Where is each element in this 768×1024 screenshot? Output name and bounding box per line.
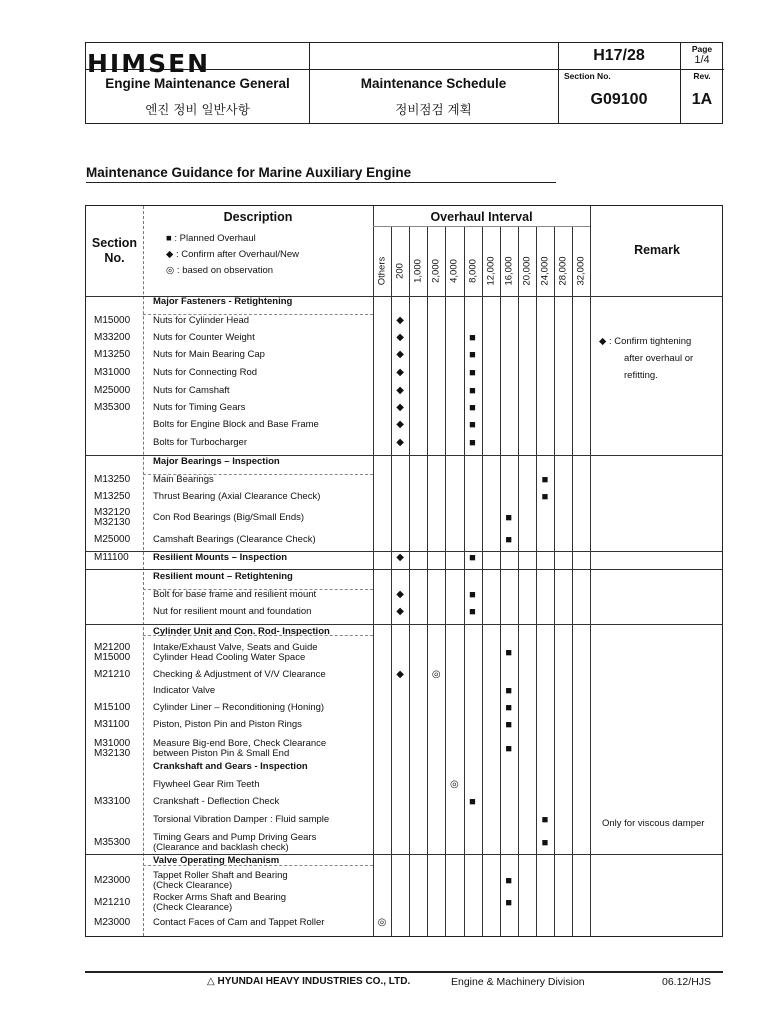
remark-damper: Only for viscous damper [602,818,705,829]
item-description: Contact Faces of Cam and Tappet Roller [153,917,325,928]
section-number: G09100 [590,91,648,108]
section-number: M23000 [94,875,131,886]
planned-overhaul-mark: ■ [469,367,476,379]
group-heading: Major Bearings – Inspection [153,456,280,467]
page-number: 1/4 [694,54,710,66]
section-number: M31000 [94,367,131,378]
section-number: M11100 [94,552,129,563]
grid-line [373,206,374,936]
section-number: M13250 [94,474,131,485]
section-number: M13250 [94,491,131,502]
observation-mark: ◎ [377,917,387,928]
section-header: Section No. [91,236,138,265]
confirm-mark: ◆ [396,332,404,343]
confirm-mark: ◆ [396,419,404,430]
grid-line [409,226,410,936]
item-description: Checking & Adjustment of V/V Clearance [153,669,326,680]
item-description: Camshaft Bearings (Clearance Check) [153,534,316,545]
interval-col-3: 2,000 [430,259,442,283]
page-label: Page [691,44,713,54]
section-number: M33200 [94,332,131,343]
remark-fasteners-2: after overhaul or [624,353,694,364]
planned-overhaul-mark: ■ [469,437,476,449]
confirm-mark: ◆ [396,437,404,448]
interval-col-0: Others [376,256,388,286]
legend-planned: ■ : Planned Overhaul [166,233,256,244]
overhaul-interval-header: Overhaul Interval [430,210,533,224]
section-number: M21210 [94,669,131,680]
item-description: Nuts for Cylinder Head [153,315,250,326]
planned-overhaul-mark: ■ [541,491,549,503]
title-underline [86,182,556,183]
planned-overhaul-mark: ■ [469,589,476,601]
group-divider [86,569,722,570]
item-description: Cylinder Liner – Reconditioning (Honing) [153,702,325,713]
item-description: Timing Gears and Pump Driving Gears (Clearance and backlash check) [153,832,317,853]
planned-overhaul-mark: ■ [469,419,476,431]
item-description: Nuts for Camshaft [153,385,230,396]
rev-number: 1A [691,91,713,108]
section-number: M25000 [94,385,131,396]
grid-line [427,226,428,936]
item-description: Main Bearings [153,474,214,485]
planned-overhaul-mark: ■ [469,606,476,618]
interval-col-9: 24,000 [539,256,551,286]
item-description: Tappet Roller Shaft and Bearing (Check Clearance) [153,870,288,891]
grid-line [518,226,519,936]
interval-col-7: 16,000 [503,256,515,286]
confirm-mark: ◆ [396,315,404,326]
grid-line [482,226,483,936]
group-heading: Crankshaft and Gears - Inspection [153,761,308,772]
group-divider [86,624,722,625]
planned-overhaul-mark: ■ [541,814,549,826]
interval-col-1: 200 [394,263,406,279]
interval-col-4: 4,000 [448,259,460,283]
item-description: Nuts for Main Bearing Cap [153,349,265,360]
section-number: M21200 M15000 [94,642,131,663]
item-description: Bolts for Engine Block and Base Frame [153,419,319,430]
confirm-mark: ◆ [396,402,404,413]
maintenance-table [85,205,723,937]
section-number: M33100 [94,796,131,807]
confirm-mark: ◆ [396,606,404,617]
confirm-mark: ◆ [396,367,404,378]
section-number: M31100 [94,719,130,730]
planned-overhaul-mark: ■ [469,402,476,414]
item-description: Con Rod Bearings (Big/Small Ends) [153,512,305,523]
item-description: Rocker Arms Shaft and Bearing (Check Clearance) [153,892,287,913]
planned-overhaul-mark: ■ [469,385,476,397]
planned-overhaul-mark: ■ [541,837,549,849]
item-description: Bolts for Turbocharger [153,437,247,448]
grid-line [572,226,573,936]
confirm-mark: ◆ [396,552,404,563]
planned-overhaul-mark: ■ [505,534,513,546]
confirm-mark: ◆ [396,385,404,396]
doc-number: H17/28 [593,47,645,64]
item-description: Nuts for Connecting Rod [153,367,258,378]
interval-col-8: 20,000 [521,256,533,286]
planned-overhaul-mark: ■ [505,685,513,697]
grid-line [536,226,537,936]
planned-overhaul-mark: ■ [469,349,476,361]
grid-line [500,226,501,936]
subject-ko: 엔진 정비 일반사항 [145,102,250,117]
rev-label: Rev. [693,71,711,81]
interval-col-6: 12,000 [485,256,497,286]
item-description: Nut for resilient mount and foundation [153,606,312,617]
confirm-mark: ◆ [396,589,404,600]
grid-line [143,206,144,936]
item-description: Indicator Valve [153,685,216,696]
item-description: Piston, Piston Pin and Piston Rings [153,719,302,730]
section-number: M35300 [94,837,131,848]
remark-fasteners-3: refitting. [624,370,658,381]
remark-fasteners-1: ◆ : Confirm tightening [599,336,692,347]
section-number: M13250 [94,349,131,360]
planned-overhaul-mark: ■ [505,743,513,755]
section-number: M32120 M32130 [94,507,131,528]
item-description: Thrust Bearing (Axial Clearance Check) [153,491,321,502]
interval-col-5: 8,000 [467,259,478,283]
grid-line [554,226,555,936]
planned-overhaul-mark: ■ [505,719,513,731]
section-number: M23000 [94,917,131,928]
footer-rule [85,971,723,973]
himsen-logo: HIMSEN [87,49,211,78]
group-heading: Cylinder Unit and Con. Rod- Inspection [153,626,330,637]
planned-overhaul-mark: ■ [505,512,513,524]
planned-overhaul-mark: ■ [469,552,476,564]
footer-company: △ HYUNDAI HEAVY INDUSTRIES CO., LTD. [207,976,411,987]
interval-col-2: 1,000 [412,259,424,283]
item-description: Intake/Exhaust Valve, Seats and Guide Cylinder Head Cooling Water Space [153,642,318,663]
group-heading: Resilient Mounts – Inspection [153,552,288,563]
item-description: Torsional Vibration Damper : Fluid sample [153,814,330,825]
interval-col-11: 32,000 [575,256,587,286]
footer-code: 06.12/HJS [662,976,712,988]
section-label: Section No. [564,71,611,81]
grid-line [590,206,591,936]
item-description: Flywheel Gear Rim Teeth [153,779,260,790]
observation-mark: ◎ [431,669,441,680]
confirm-mark: ◆ [396,669,404,680]
section-number: M31000 M32130 [94,738,131,759]
group-heading: Major Fasteners - Retightening [153,296,293,307]
group-heading: Resilient mount – Retightening [153,571,293,582]
section-number: M15000 [94,315,131,326]
legend-confirm: ◆ : Confirm after Overhaul/New [166,249,299,260]
item-description: Bolt for base frame and resilient mount [153,589,317,600]
description-header: Description [223,210,293,224]
planned-overhaul-mark: ■ [469,332,476,344]
group-heading: Valve Operating Mechanism [153,855,280,866]
section-number: M25000 [94,534,131,545]
item-description: Crankshaft - Deflection Check [153,796,280,807]
planned-overhaul-mark: ■ [505,647,513,659]
title-ko: 정비점검 계획 [395,102,472,117]
grid-line [445,226,446,936]
interval-col-10: 28,000 [557,256,569,286]
legend-observation: ◎ : based on observation [166,265,274,276]
planned-overhaul-mark: ■ [505,897,513,909]
subject-en: Engine Maintenance General [105,76,290,91]
item-description: Nuts for Timing Gears [153,402,246,413]
document-header [85,42,723,124]
title-en: Maintenance Schedule [360,76,507,91]
section-number: M35300 [94,402,131,413]
document-title: Maintenance Guidance for Marine Auxiliary Engine [86,165,412,180]
footer-division: Engine & Machinery Division [451,976,585,988]
item-description: Nuts for Counter Weight [153,332,255,343]
planned-overhaul-mark: ■ [469,796,476,808]
planned-overhaul-mark: ■ [505,702,513,714]
planned-overhaul-mark: ■ [505,875,513,887]
planned-overhaul-mark: ■ [541,474,549,486]
confirm-mark: ◆ [396,349,404,360]
item-description: Measure Big-end Bore, Check Clearance between Piston Pin & Small End [153,738,327,759]
observation-mark: ◎ [450,779,459,790]
section-number: M15100 [94,702,131,713]
remark-header: Remark [634,243,680,257]
section-number: M21210 [94,897,131,908]
